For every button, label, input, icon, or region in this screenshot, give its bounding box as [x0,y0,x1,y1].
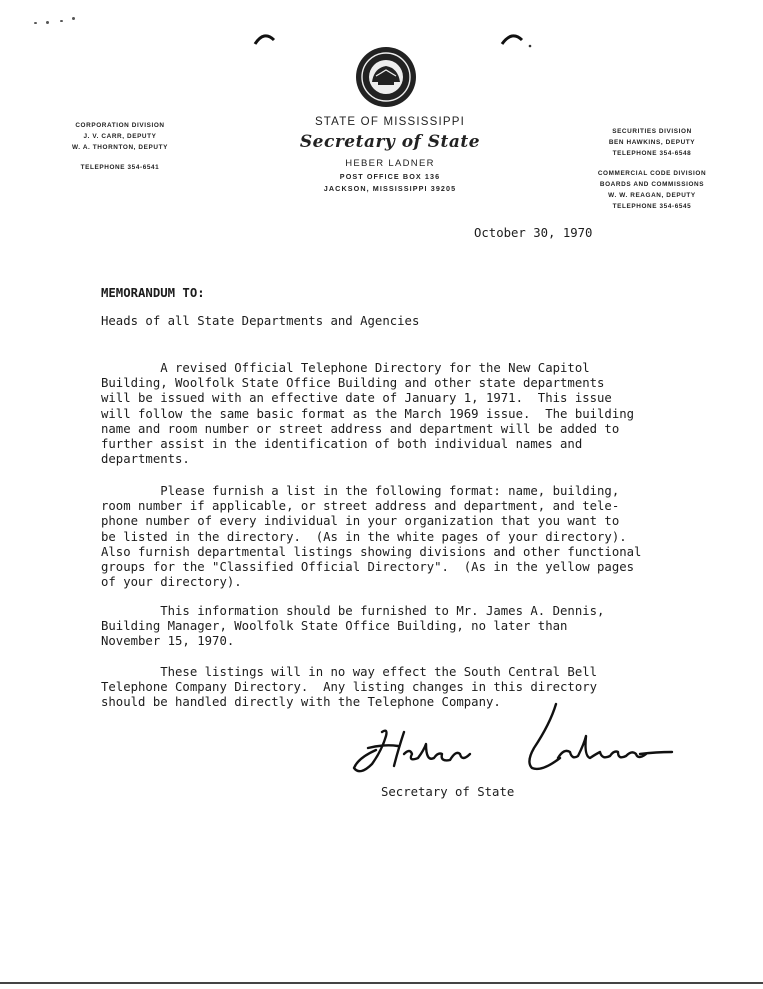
secretary-name: HEBER LADNER [345,158,435,169]
signature-title: Secretary of State [381,785,515,799]
city-address: JACKSON, MISSISSIPPI 39205 [323,184,457,193]
paragraph-3 [101,604,604,650]
paragraph-line: Please furnish a list in the following format: name, building, [101,484,620,498]
paragraph-line: room number if applicable, or street address and department, and tele- [101,499,620,514]
hole-punch-mark-left [250,28,280,48]
scan-speck [46,21,49,24]
paragraph-line: These listings will in no way effect the South Central Bell [101,665,598,679]
memo-heading: MEMORANDUM TO: [101,286,205,300]
paragraph-line: of your directory). [101,575,242,590]
paragraph-1 [101,361,634,467]
commercial-division-title: COMMERCIAL CODE DIVISION [597,170,707,177]
letter-date: October 30, 1970 [474,226,593,240]
paragraph-line: will follow the same basic format as the March 1969 issue. The building [101,406,635,421]
paragraph-line: should be handled directly with the Telephone Company. [101,695,501,710]
commercial-telephone: TELEPHONE 354-6545 [612,203,692,210]
corporation-deputy-2: W. A. THORNTON, DEPUTY [72,144,168,151]
securities-telephone: TELEPHONE 354-6548 [612,150,692,157]
handwritten-signature [346,692,676,784]
paragraph-line: Also furnish departmental listings showing divisions and other functional [101,544,642,559]
state-name: STATE OF MISSISSIPPI [314,116,466,128]
paragraph-line: departments. [101,452,190,467]
corporation-division-block [62,120,178,173]
paragraph-line: This information should be furnished to Mr. James A. Dennis, [101,604,605,618]
paragraph-line: phone number of every individual in your organization that you want to [101,514,620,529]
scan-speck [34,22,37,24]
hole-punch-mark-right [498,28,534,50]
post-office-box: POST OFFICE BOX 136 [339,172,441,181]
paragraph-line: further assist in the identification of both individual names and [101,437,583,452]
letterhead-center [280,116,500,195]
paragraph-line: name and room number or street address and department will be added to [101,421,620,436]
state-seal-icon [354,46,418,108]
paragraph-line: will be issued with an effective date of January 1, 1971. This issue [101,391,612,406]
scan-speck [72,17,75,20]
paragraph-2 [101,484,641,590]
corporation-division-title: CORPORATION DIVISION [75,122,165,129]
corporation-deputy-1: J. V. CARR, DEPUTY [83,133,157,140]
boards-commissions: BOARDS AND COMMISSIONS [599,181,705,188]
paragraph-line: be listed in the directory. (As in the white pages of your directory). [101,529,627,544]
paragraph-line: Telephone Company Directory. Any listing changes in this directory [101,680,598,695]
corporation-telephone: TELEPHONE 354-6541 [80,164,160,171]
securities-division-title: SECURITIES DIVISION [612,128,692,135]
scan-speck [60,20,63,22]
paragraph-line: A revised Official Telephone Directory for the New Capitol [101,361,590,375]
bottom-edge-line [0,982,763,984]
paragraph-line: November 15, 1970. [101,634,235,649]
paragraph-line: Building, Woolfolk State Office Building and other state departments [101,376,605,391]
securities-deputy: BEN HAWKINS, DEPUTY [608,139,696,146]
paragraph-line: groups for the "Classified Official Directory". (As in the yellow pages [101,560,635,575]
office-title: Secretary of State [299,132,481,152]
commercial-deputy: W. W. REAGAN, DEPUTY [608,192,696,199]
right-divisions-block [586,126,718,212]
paragraph-line: Building Manager, Woolfolk State Office Building, no later than [101,619,568,634]
addressee-line: Heads of all State Departments and Agencies [101,314,420,328]
